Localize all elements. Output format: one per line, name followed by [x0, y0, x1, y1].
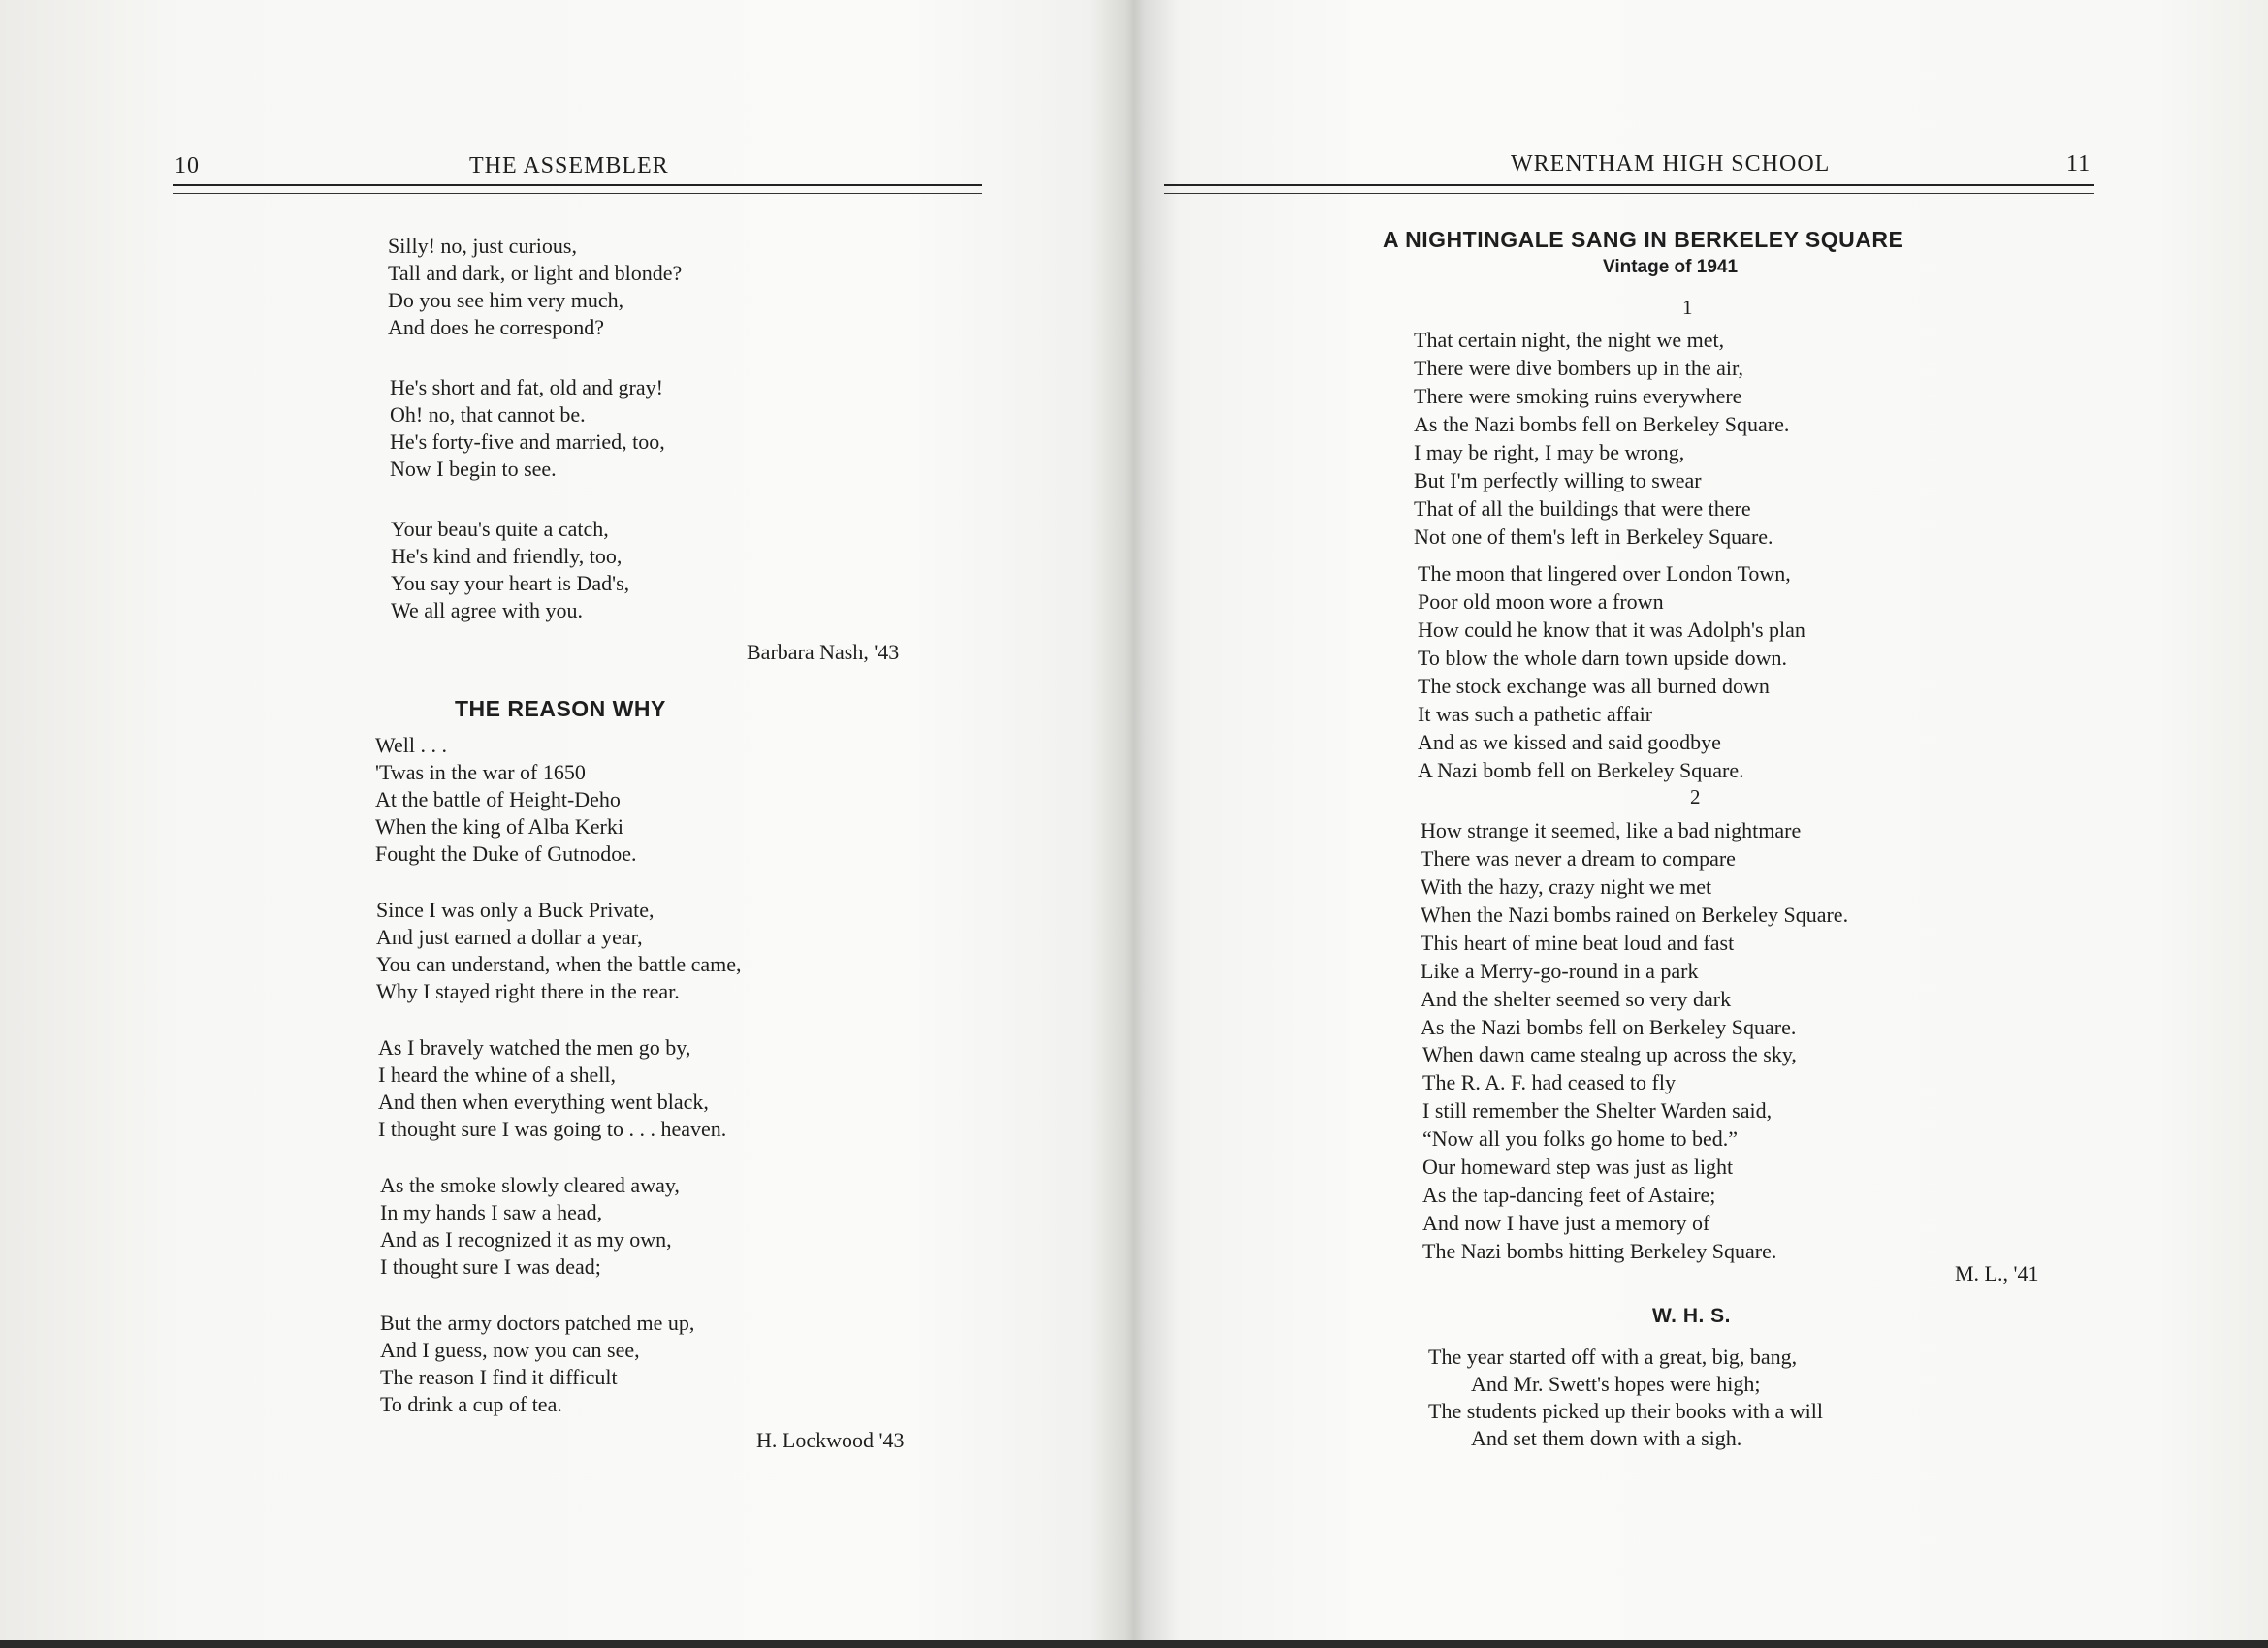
poem-line: Well . . .	[375, 733, 447, 757]
poem-line: And as we kissed and said goodbye	[1418, 730, 1721, 754]
section-number: 1	[1682, 296, 1693, 319]
poem-line: 'Twas in the war of 1650	[375, 760, 586, 784]
poem-line: As the smoke slowly cleared away,	[380, 1173, 680, 1197]
page-number: 11	[2066, 151, 2092, 176]
poem-line: That certain night, the night we met,	[1414, 328, 1725, 352]
poem-line: And Mr. Swett's hopes were high;	[1471, 1372, 1761, 1396]
poem-line: But I'm perfectly willing to swear	[1414, 468, 1702, 492]
poem-line: “Now all you folks go home to bed.”	[1422, 1126, 1739, 1151]
poem-line: And the shelter seemed so very dark	[1421, 987, 1732, 1011]
poem-line: The R. A. F. had ceased to fly	[1422, 1070, 1676, 1094]
poem-line: When the Nazi bombs rained on Berkeley Square.	[1421, 903, 1849, 927]
poem-line: As the Nazi bombs fell on Berkeley Square.	[1421, 1015, 1797, 1039]
header-rule-secondary	[1164, 193, 2094, 194]
running-head: WRENTHAM HIGH SCHOOL	[1511, 151, 1831, 176]
page-number: 10	[175, 153, 200, 178]
poem-line: And now I have just a memory of	[1422, 1211, 1710, 1235]
poem-line: The students picked up their books with a will	[1428, 1399, 1823, 1423]
scan-edge	[0, 1640, 2268, 1648]
poem-line: We all agree with you.	[391, 598, 583, 622]
poem-title: A NIGHTINGALE SANG IN BERKELEY SQUARE	[1383, 227, 1904, 252]
poem-line: How strange it seemed, like a bad nightmare	[1421, 818, 1802, 842]
poem-line: You say your heart is Dad's,	[391, 571, 630, 595]
poem-line: At the battle of Height-Deho	[375, 787, 621, 811]
poem-line: And I guess, now you can see,	[380, 1338, 640, 1362]
poem-author: H. Lockwood '43	[756, 1428, 905, 1452]
poem-line: Now I begin to see.	[390, 457, 557, 481]
poem-line: This heart of mine beat loud and fast	[1421, 931, 1735, 955]
poem-title: W. H. S.	[1652, 1305, 1732, 1327]
poem-line: And set them down with a sigh.	[1471, 1426, 1742, 1450]
poem-line: Do you see him very much,	[388, 288, 624, 312]
poem-author: Barbara Nash, '43	[747, 640, 900, 664]
poem-line: And then when everything went black,	[378, 1090, 709, 1114]
poem-line: Silly! no, just curious,	[388, 234, 577, 258]
right-page	[1134, 0, 2268, 1648]
poem-line: Your beau's quite a catch,	[391, 517, 609, 541]
poem-line: Not one of them's left in Berkeley Square.	[1414, 524, 1773, 549]
running-head: THE ASSEMBLER	[469, 153, 669, 178]
header-rule	[173, 184, 982, 186]
poem-line: He's forty-five and married, too,	[390, 429, 665, 454]
header-rule-secondary	[173, 193, 982, 194]
poem-line: And does he correspond?	[388, 315, 604, 339]
poem-line: He's short and fat, old and gray!	[390, 375, 663, 399]
poem-line: You can understand, when the battle came,	[376, 952, 742, 976]
poem-line: Our homeward step was just as light	[1422, 1155, 1734, 1179]
section-number: 2	[1690, 785, 1701, 808]
poem-line: Since I was only a Buck Private,	[376, 898, 655, 922]
poem-line: And as I recognized it as my own,	[380, 1227, 672, 1252]
poem-line: In my hands I saw a head,	[380, 1200, 603, 1224]
poem-line: Fought the Duke of Gutnodoe.	[375, 841, 637, 866]
poem-line: Poor old moon wore a frown	[1418, 589, 1664, 614]
poem-line: When the king of Alba Kerki	[375, 814, 623, 839]
poem-line: As the tap-dancing feet of Astaire;	[1422, 1183, 1716, 1207]
poem-line: Why I stayed right there in the rear.	[376, 979, 680, 1003]
poem-line: Oh! no, that cannot be.	[390, 402, 586, 427]
poem-title: THE REASON WHY	[455, 696, 666, 721]
poem-line: The reason I find it difficult	[380, 1365, 618, 1389]
poem-line: Tall and dark, or light and blonde?	[388, 261, 683, 285]
poem-line: I may be right, I may be wrong,	[1414, 440, 1685, 464]
poem-line: How could he know that it was Adolph's plan	[1418, 618, 1805, 642]
poem-line: I thought sure I was dead;	[380, 1254, 601, 1279]
poem-line: There were smoking ruins everywhere	[1414, 384, 1742, 408]
poem-line: Like a Merry-go-round in a park	[1421, 959, 1699, 983]
poem-line: To blow the whole darn town upside down.	[1418, 646, 1787, 670]
poem-line: It was such a pathetic affair	[1418, 702, 1653, 726]
poem-line: When dawn came stealng up across the sky,	[1422, 1042, 1797, 1066]
poem-line: The Nazi bombs hitting Berkeley Square.	[1422, 1239, 1777, 1263]
poem-subtitle: Vintage of 1941	[1603, 257, 1739, 277]
poem-line: And just earned a dollar a year,	[376, 925, 643, 949]
poem-line: As I bravely watched the men go by,	[378, 1035, 691, 1060]
poem-author: M. L., '41	[1955, 1261, 2039, 1285]
poem-line: There were dive bombers up in the air,	[1414, 356, 1743, 380]
header-rule	[1164, 184, 2094, 186]
poem-line: But the army doctors patched me up,	[380, 1311, 695, 1335]
poem-line: A Nazi bomb fell on Berkeley Square.	[1418, 758, 1744, 782]
poem-line: To drink a cup of tea.	[380, 1392, 562, 1416]
poem-line: The moon that lingered over London Town,	[1418, 561, 1791, 586]
poem-line: The year started off with a great, big, bang,	[1428, 1345, 1798, 1369]
poem-line: I still remember the Shelter Warden said,	[1422, 1098, 1773, 1123]
poem-line: The stock exchange was all burned down	[1418, 674, 1770, 698]
poem-line: With the hazy, crazy night we met	[1421, 874, 1712, 899]
poem-line: As the Nazi bombs fell on Berkeley Square.	[1414, 412, 1790, 436]
poem-line: That of all the buildings that were there	[1414, 496, 1751, 521]
poem-line: He's kind and friendly, too,	[391, 544, 623, 568]
poem-line: I heard the whine of a shell,	[378, 1062, 616, 1087]
poem-line: There was never a dream to compare	[1421, 846, 1736, 871]
poem-line: I thought sure I was going to . . . heaven.	[378, 1117, 727, 1141]
